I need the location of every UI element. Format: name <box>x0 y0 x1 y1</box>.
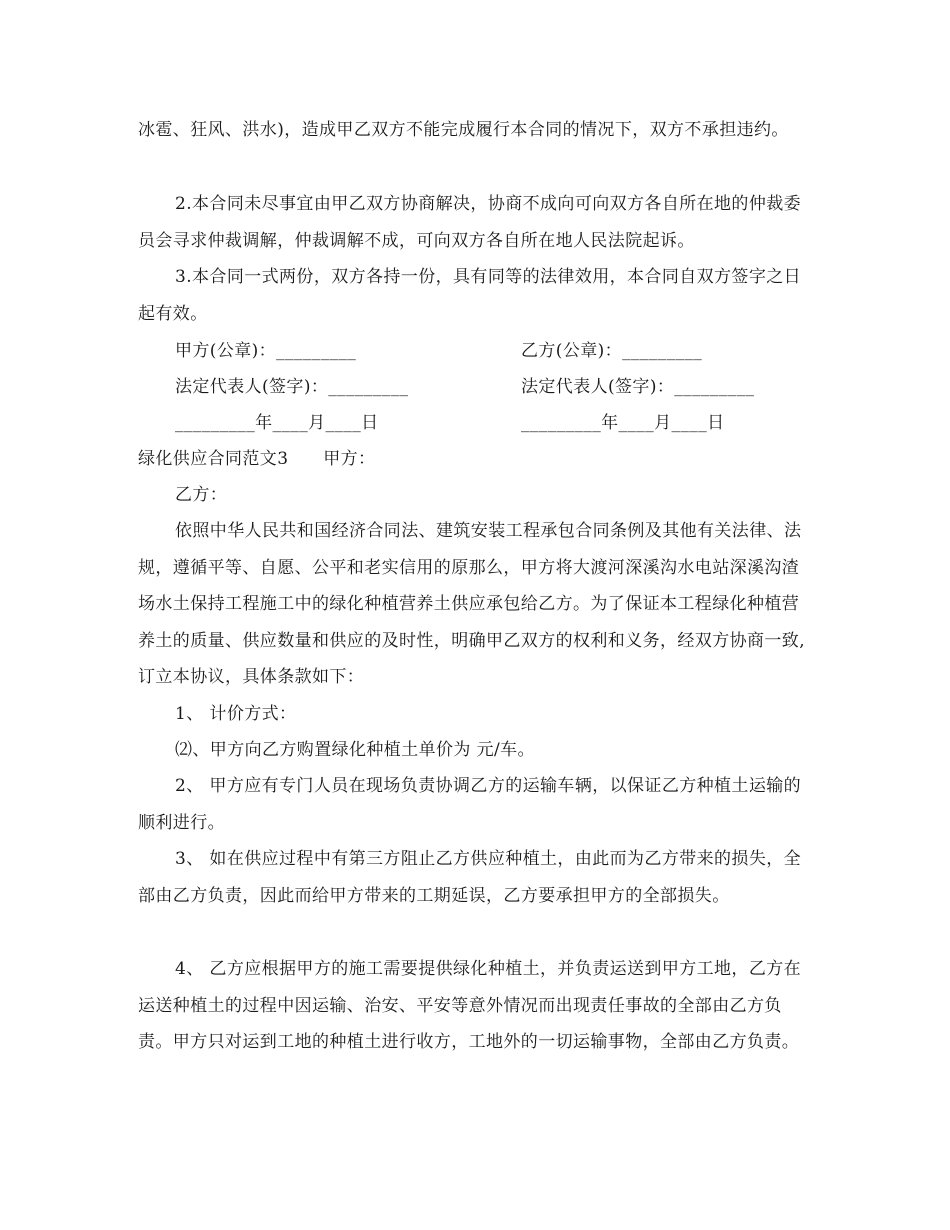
party-a-representative: 法定代表人(签字)：_________ <box>175 377 409 397</box>
section-heading: 绿化供应合同范文3 甲方： <box>138 449 376 469</box>
party-a-seal: 甲方(公章)：_________ <box>175 341 357 361</box>
party-b-seal: 乙方(公章)：_________ <box>521 341 703 361</box>
party-b-representative: 法定代表人(签字)：_________ <box>521 377 755 397</box>
party-a-date: _________年____月____日 <box>175 413 379 433</box>
paragraph-copies: 3.本合同一式两份，双方各持一份，具有同等的法律效用，本合同自双方签字之日起有效。 <box>138 267 802 324</box>
paragraph-preamble: 依照中华人民共和国经济合同法、建筑安装工程承包合同条例及其他有关法律、法规，遵循平等、自愿、公平和老实信用的原那么，甲方将大渡河深溪沟水电站深溪沟渣场水土保持工程施工中的绿化种植营养土供应承包给乙方。为了保证本工程绿化种植营养土的质量、供应数量和供应的及时性，明确甲乙双方的权利和义务，经双方协商一致,订立本协议，具体条款如下： <box>138 521 806 687</box>
clause-3-third-party: 3、 如在供应过程中有第三方阻止乙方供应种植土，由此而为乙方带来的损失，全部由乙方负责，因此而给甲方带来的工期延误，乙方要承担甲方的全部损失。 <box>138 849 802 906</box>
clause-2-coordination: 2、 甲方应有专门人员在现场负责协调乙方的运输车辆，以保证乙方种植土运输的顺利进行。 <box>138 776 802 833</box>
clause-1-2-unit-price: ⑵、甲方向乙方购置绿化种植土单价为 元/车。 <box>175 740 535 760</box>
clause-1-pricing: 1、 计价方式： <box>175 704 297 724</box>
paragraph-force-majeure: 冰雹、狂风、洪水)，造成甲乙双方不能完成履行本合同的情况下，双方不承担违约。 <box>138 120 789 140</box>
party-b-line: 乙方： <box>175 485 228 505</box>
clause-4-transport: 4、 乙方应根据甲方的施工需要提供绿化种植土，并负责运送到甲方工地，乙方在运送种植土的过程中因运输、治安、平安等意外情况而出现责任事故的全部由乙方负责。甲方只对运到工地的种植土进行收方，工地外的一切运输事物，全部由乙方负责。 <box>138 959 802 1052</box>
paragraph-dispute: 2.本合同未尽事宜由甲乙双方协商解决，协商不成向可向双方各自所在地的仲裁委员会寻求仲裁调解，仲裁调解不成，可向双方各自所在地人民法院起诉。 <box>138 194 802 251</box>
party-b-date: _________年____月____日 <box>521 413 725 433</box>
